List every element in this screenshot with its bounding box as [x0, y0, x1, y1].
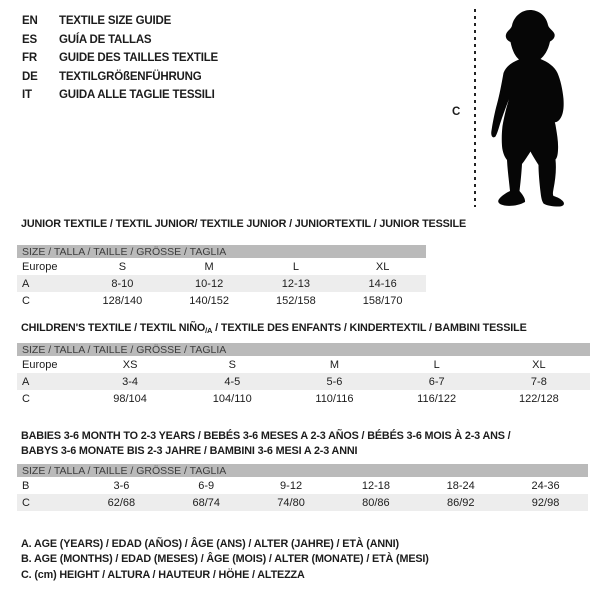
lang-label: TEXTILGRÖßENFÜHRUNG	[59, 70, 202, 83]
row-label-cell: Europe	[22, 358, 58, 371]
table-row	[17, 356, 590, 373]
height-measure-dotted-line	[474, 9, 476, 207]
lang-label: GUIDA ALLE TAGLIE TESSILI	[59, 89, 215, 102]
lang-code: FR	[22, 52, 37, 65]
table-cell: 5-6	[283, 373, 385, 390]
footnote-legend	[21, 537, 429, 583]
table-cell: S	[228, 358, 236, 371]
table-cell: 74/80	[249, 494, 334, 511]
row-label-cell: C	[17, 494, 79, 511]
table-cell: 8-10	[79, 275, 166, 292]
table-cell: 7-8	[488, 373, 590, 390]
table-cell: XS	[122, 358, 138, 371]
children-heading-text: / TEXTILE DES ENFANTS / KINDERTEXTIL / BAMBINI TESSILE	[212, 322, 527, 334]
table-cell: L	[292, 260, 299, 273]
lang-row-it	[22, 86, 218, 105]
lang-row-es	[22, 31, 218, 50]
lang-row-en	[22, 12, 218, 31]
lang-row-de	[22, 68, 218, 87]
table-cell: 3-4	[79, 373, 181, 390]
size-header-row	[17, 464, 588, 477]
row-label-cell: B	[22, 479, 30, 492]
table-row	[17, 292, 426, 309]
table-cell: 4-5	[181, 373, 283, 390]
size-header-cell: SIZE / TALLA / TAILLE / GRÖSSE / TAGLIA	[17, 245, 426, 258]
table-cell: 152/158	[275, 294, 316, 307]
row-label-cell: A	[17, 373, 79, 390]
babies-table-heading	[21, 429, 511, 458]
table-cell: 80/86	[333, 494, 418, 511]
row-label-cell: A	[17, 275, 79, 292]
lang-label: GUIDE DES TAILLES TEXTILE	[59, 52, 218, 65]
table-cell: 10-12	[166, 275, 253, 292]
junior-size-table	[17, 245, 426, 309]
lang-code: DE	[22, 70, 38, 83]
babies-size-table	[17, 464, 588, 511]
table-cell: 6-9	[198, 479, 215, 492]
table-cell: 68/74	[164, 494, 249, 511]
table-cell: 110/116	[315, 392, 354, 405]
table-cell: XL	[532, 358, 546, 371]
table-cell: M	[329, 358, 340, 371]
table-row	[17, 258, 426, 275]
table-cell: 18-24	[446, 479, 475, 492]
table-cell: XL	[375, 260, 390, 273]
table-cell: 116/122	[417, 392, 457, 405]
height-measure-label: C	[452, 106, 461, 118]
junior-table-heading: JUNIOR TEXTILE / TEXTIL JUNIOR/ TEXTILE JUNIOR / JUNIORTEXTIL / JUNIOR TESSILE	[21, 218, 467, 230]
language-title-block	[22, 12, 218, 105]
children-size-table	[17, 343, 590, 407]
table-cell: 86/92	[418, 494, 503, 511]
table-row	[17, 275, 426, 292]
footnote-b: B. AGE (MONTHS) / EDAD (MESES) / ÂGE (MOIS) / ALTER (MONATE) / ETÀ (MESI)	[21, 553, 429, 566]
table-cell: 14-16	[339, 275, 426, 292]
size-header-row	[17, 343, 590, 356]
table-cell: 122/128	[518, 392, 559, 405]
lang-code: IT	[22, 89, 32, 102]
lang-code: EN	[22, 15, 38, 27]
table-cell: 140/152	[189, 294, 229, 307]
table-cell: 12-13	[253, 275, 340, 292]
table-cell: 158/170	[362, 294, 403, 307]
size-header-row	[17, 245, 426, 258]
table-cell: 9-12	[280, 479, 303, 492]
lang-label: GUÍA DE TALLAS	[59, 33, 152, 46]
babies-heading-line2: BABYS 3-6 MONATE BIS 2-3 JAHRE / BAMBINI 3-6 MESI A 2-3 ANNI	[21, 444, 358, 457]
baby-silhouette-icon	[486, 8, 574, 208]
table-cell: 128/140	[102, 294, 143, 307]
row-label-cell: C	[22, 294, 30, 307]
table-cell: 3-6	[113, 479, 130, 492]
footnote-c: C. (cm) HEIGHT / ALTURA / HAUTEUR / HÖHE / ALTEZZA	[21, 568, 305, 581]
table-row	[17, 494, 588, 511]
lang-code: ES	[22, 33, 37, 46]
row-label-cell: C	[22, 392, 30, 405]
children-heading-subscript: /A	[205, 326, 213, 335]
table-cell: 62/68	[79, 494, 164, 511]
row-label-cell: Europe	[22, 260, 58, 273]
table-cell: M	[204, 260, 214, 273]
table-cell: L	[433, 358, 440, 371]
table-cell: 98/104	[113, 392, 147, 405]
table-cell: 6-7	[386, 373, 488, 390]
size-header-cell: SIZE / TALLA / TAILLE / GRÖSSE / TAGLIA	[17, 464, 588, 477]
size-header-cell: SIZE / TALLA / TAILLE / GRÖSSE / TAGLIA	[17, 343, 590, 356]
children-heading-text: CHILDREN'S TEXTILE / TEXTIL NIÑO	[21, 322, 206, 334]
babies-heading-line1: BABIES 3-6 MONTH TO 2-3 YEARS / BEBÉS 3-6 MESES A 2-3 AÑOS / BÉBÉS 3-6 MOIS À 2-3 ANS /	[21, 430, 511, 442]
table-cell: S	[118, 260, 127, 273]
table-cell: 12-18	[361, 479, 390, 492]
table-cell: 24-36	[531, 479, 560, 492]
table-row	[17, 373, 590, 390]
table-row	[17, 390, 590, 407]
table-cell: 92/98	[503, 494, 588, 511]
table-cell: 104/110	[212, 392, 252, 405]
lang-label: TEXTILE SIZE GUIDE	[59, 15, 172, 27]
children-table-heading	[21, 322, 527, 335]
lang-row-fr	[22, 49, 218, 68]
footnote-a: A. AGE (YEARS) / EDAD (AÑOS) / ÂGE (ANS) / ALTER (JAHRE) / ETÀ (ANNI)	[21, 538, 399, 550]
table-row	[17, 477, 588, 494]
